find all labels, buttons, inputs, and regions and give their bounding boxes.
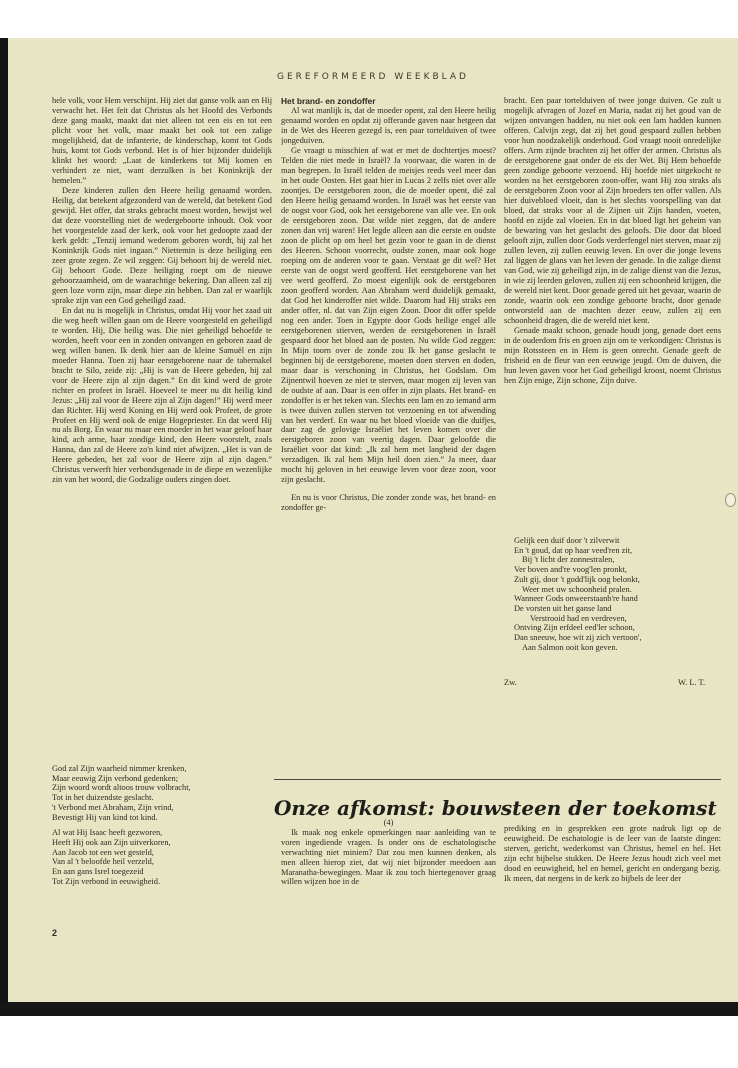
poem-line: Zijn woord wordt altoos trouw volbracht, [52, 783, 191, 793]
poem-line: God zal Zijn waarheid nimmer krenken, [52, 764, 187, 773]
poem-line: 't Verbond met Abraham, Zijn vrind, [52, 802, 174, 812]
poem-line: Bevestigt Hij van kind tot kind. [52, 812, 158, 822]
paragraph: Ge vraagt u misschien af wat er met de dochtertjes moest? Telden die niet mede in Israël? Ja voorwaar, die waren in de man begrepen. In Israël telden de meisjes reeds veel meer dan in het oude Oosten. Het gaat hier in Lucas 2 zelfs niet over alle zoontjes. De eerstgeboren zoon, die de moeder opent, dié zal den Heere heilig genaamd worden. In Israël was het eerste van de oogst voor God, ook het eerstgeborene van alle vee. En ook de eerstgeboren zoon. Dat wilde niet zeggen, dat de andere zonen dan vrij waren! Het legde alleen aan die eerste en oudste zoon de plicht op om heel het gezin voor te gaan in de dienst des Heeren. Schoon voorrecht, oudste zonen, maar ook hoge roeping om de anderen voor te gaan. Verstaat ge dit wel? Het eerste van de oogst werd geofferd. Het eerstgeborene van het vee werd geofferd. Zo moest eigenlijk ook de eerstgeboren zoon geofferd worden. Aan Abraham werd duidelijk gemaakt, dat God het kinderoffer niet wilde. Daarom had Hij straks een ander offer, nl. dat van Zijn eigen Zoon. Door dit offer spelde nog een ander. Toen in Egypte door Gods heilige engel alle eerstgeborenen stierven, werden de eerstgeborenen in Israël gespaard door het bloed aan de posten. Nu wilde God zeggen: In Mijn toorn over de zonde zou Ik het ganse geslacht te beginnen bij de eerstgeborene, moeten doen sterven en doden, maar daar is verschoning in Christus, het Godslam. Om Zijnentwil hoeven ze niet te sterven, maar mogen zij leven van de oudste af aan. Daar is een offer in zijn plaats. Het brand- en zondoffer is er het teken van. Slechts een lam en zo iemand arm is twee duiven zullen sterven tot verzoening en tot afwending van het verderf. En waar nu het bloed vloeide van die duifjes, daar zag de gelovige Israëliet het leven komen over die eerstgeboren zoon van veertig dagen. Daar geloofde die Israëliet voor dat kind: „Ik zal hem met langheid der dagen verzadigen. Ik zal hem Mijn heil doen zien.” Ja meer, daar mocht hij geloven in het eeuwige leven voor deze zoon, voor zijn geslacht. [281, 145, 496, 485]
paragraph: hele volk, voor Hem verschijnt. Hij ziet dat ganse volk aan en Hij verwacht het. Het feit dat Christus als het Hoofd des Verbonds deze gang maakt, maakt dat niet alleen tot een eis en tot een plicht voor het volk, maar maakt het ook tot een zalige mogelijkheid, dat de infanterie, de kinderschap, komt tot Gods huis, komt tot Gods verbond. Het is of hier bijzonder duidelijk klinkt het woord: „Laat de kinderkens tot Mij komen en verhindert ze niet, want derzulken is het Koninkrijk der hemelen.” [52, 96, 272, 185]
poem-line: Verstrooid had en verdreven, [530, 613, 627, 623]
signature: W. L. T. [678, 678, 706, 687]
paragraph: En nu is voor Christus, Die zonder zonde was, het brand- en zondoffer ge- [281, 493, 496, 513]
scan-edge-left [0, 38, 8, 1028]
page-header: GEREFORMEERD WEEKBLAD [277, 72, 469, 82]
paragraph: Deze kinderen zullen den Heere heilig genaamd worden. Heilig, dat betekent afgezonderd van de wereld, dat betekent God gewijd. Het offer, dat straks gebracht moest worden, bewijst wel dat deze voorstelling niet de wedergeboorte inhoudt. Ook voor het voorgestelde zaad der kerk, ook voor het gedoopte zaad der kerk geldt: „Tenzij iemand wederom geboren wordt, hij zal het Koninkrijk Gods niet ingaan.” Niettemin is deze heiliging een zeer grote zegen. Ze wil zeggen: Gij behoort bij de wereld niet. Gij behoort Gode. Deze heiliging roept om de nieuwe gehoorzaamheid, om de waarachtige bekering. Dan alleen zal zij geen loze vorm zijn, maar diepe zin hebben. Dan zal er waarlijk sprake zijn van een God geheiligd zaad. [52, 185, 272, 305]
poem-line: De vorsten uit het ganse land [514, 603, 612, 613]
poem-line: Tot in het duizendste geslacht. [52, 793, 154, 803]
poem-line: Wanneer Gods onweerstaanb're hand [514, 594, 638, 604]
poem-line: Zult gij, door 't godd'lijk oog belonkt, [514, 574, 640, 584]
poem-line: Tot Zijn verbond in eeuwigheid. [52, 876, 161, 886]
poem-line: Gelijk een duif door 't zilverwit [514, 536, 620, 545]
paragraph: Genade maakt schoon, genade houdt jong, genade doet eens in de ouderdom fris en groen zijn om te verkondigen: Christus is mijn Rotssteen en in Hem is geen onrecht. Genade geeft de frisheid en de fleur van een eeuwige jeugd. Om de duiven, die hun leven gaven voor het God geheiligd kroost, noemt Christus hen Zijn enige, Zijn schone, Zijn duive. [504, 325, 721, 385]
scan-edge-bottom [0, 1002, 738, 1016]
poem-line: Heeft Hij ook aan Zijn uitverkoren, [52, 837, 171, 847]
bottom-margin [0, 1016, 738, 1068]
poem-line: Ver boven and're voog'len pronkt, [514, 565, 628, 575]
newspaper-page [8, 38, 738, 1002]
poem-line: Maar eeuwig Zijn verbond gedenken; [52, 773, 179, 783]
punch-hole [725, 493, 736, 507]
poem-line: Ontving Zijn erfdeel eed'ler schoon, [514, 623, 635, 633]
poem-2 [514, 536, 641, 652]
section-divider [274, 779, 721, 780]
paragraph: En dat nu is mogelijk in Christus, omdat Hij voor het zaad uit die weg heeft willen gaan om de Heere voorgesteld en geheiligd te worden. Hij, Die heilig was. Die niet geheiligd behoefde te worden, heeft voor een in zonden ontvangen en geboren zaad de weg willen banen. Ik denk hier aan de kleine Samuël en zijn moeder Hanna. Toen zij haar eerstgeborene naar de tabernakel bracht te Silo, zeide zij: „Hij is van de Heere gebeden, hij zal voor de Heere zijn al zijn dagen.” En dit kind werd de grote richter en profeet in Israël. Hoeveel te meer nu dit heilig kind Jezus: „Hij zal voor de Heere zijn al Zijn dagen!” Hij werd meer dan Richter. Hij werd Koning en Hij werd ook Profeet, de grote Profeet en Hij werd ook de enige Hogepriester. En dat werd Hij nu als Borg. En waar nu maar een moeder in het waar geloof haar kind, ach arme, haar zondige kind, den Heere voorstelt, zoals Hanna, dan zal de Heere zo'n kind niet afwijzen. „Het is van de Heere gebeden, het zal voor de Heere zijn al zijn dagen.” Christus verwerft hier verbondsgenade in de diepe en wezenlijke zin van het woord, die Godzalige ouders zingen doet. [52, 305, 272, 485]
poem-line: Bij 't licht der zonnestralen, [522, 555, 615, 565]
paragraph: Al wat manlijk is, dat de moeder opent, zal den Heere heilig genaamd worden en opdat zij offerande gaven naar hetgeen dat in de Wet des Heeren gezegd is, een paar tortelduiven of twee jongeduiven. [281, 105, 496, 145]
poem-line: Weer met uw schoonheid pralen. [522, 584, 632, 594]
article-column-right [504, 824, 721, 883]
column-3 [504, 96, 721, 516]
page-number: 2 [52, 928, 58, 938]
poem-line: Al wat Hij Isaac heeft gezworen, [52, 828, 163, 838]
poem-line: Dan sneeuw, hoe wit zij zich vertoon', [514, 633, 642, 643]
poem-1 [52, 764, 191, 886]
top-margin [0, 0, 738, 38]
paragraph: prediking en in gesprekken een grote nadruk ligt op de eeuwigheid. De eschatologie is de leer van de laatste dingen: sterven, gericht, wederkomst van Christus, hemel en hel. Het zijn echt bijbelse stukken. De Heere Jezus houdt zich veel met dood en eeuwigheid, hel en hemel, gericht en ondergang bezig. Ik meen, dat nergens in de kerk zo bijbels de leer der [504, 824, 721, 883]
poem-line: En 't goud, dat op haar veed'ren zit, [514, 545, 633, 555]
poem-line: Van al 't beloofde heil verzeld, [52, 857, 154, 867]
column-2 [281, 96, 496, 726]
article-title: Onze afkomst: bouwsteen der toekomst [274, 796, 717, 820]
subheading: Het brand- en zondoffer [281, 96, 376, 106]
paragraph: bracht. Een paar tortelduiven of twee jonge duiven. Ge zult u mogelijk afvragen of Jozef en Maria, nadat zij het goud van de wijzen ontvangen hadden, nu niet ook een lam hadden kunnen offeren. Calvijn zegt, dat zij het goud gespaard zullen hebben voor hun noodzakelijk onderhoud. God vraagt nooit onredelijke offers. Arm zijnde brachten zij het offer der armen. Christus als de eerstgeborene gaat onder de eis der Wet. Bij Hem behoefde geen zondige geboorte verzoend. Hij hoefde niet uitgekocht te worden na het eerstgeboren zoon-offer, want Hij zou straks als de eerstgeboren Zoon voor al Zijn broeders ten offer vallen. Als hier duivebloed vloeit, dan is het slechts voorspelling van dat bloed, dat straks voor al de Zijnen uit Zijn handen, voeten, hoofd en zijde zal vloeien. En in dat bloed ligt het geheim van de bewaring van het geslacht des geloofs. Die door dat bloed gelooft zijn, zullen door Gods verderfengel niet sterven, maar zij zullen leven, zij zullen eeuwig leven. En over die jonge levens zal liggen de glans van het leven der genade. In die zalige dienst van God, wie zij geheiligd zijn, in de zalige dienst van die Jezus, in wie zij leerden geloven, zullen zij een schoonheid krijgen, die de wereld niet kent. Door genade gered uit het gevaar, waarin de zonde, waarin ook een zondige geboorte bracht, door genade ontworsteld aan de machten dezer eeuw, zullen zij een schoonheid dragen, die de wereld niet kent. [504, 96, 721, 325]
column-1 [52, 96, 272, 556]
article-column-left [281, 818, 496, 887]
article-number: (4) [383, 818, 394, 827]
left-mark: Zw. [504, 678, 517, 687]
poem-line: Aan Salmon ooit kon geven. [522, 642, 618, 652]
paragraph: Ik maak nog enkele opmerkingen naar aanleiding van te voren ingediende vragen. Is onder ons de eschatologische verwachting niet miniem? Dat zou men kunnen denken, als men alleen hierop ziet, dat wij niet bijzonder meedoen aan Maranatha-bewegingen. Maar ik zou toch hiertegenover graag willen wijzen hoe in de [281, 827, 496, 887]
poem-line: En aan gans Isrel toegezeid [52, 867, 144, 877]
poem-line: Aan Jacob tot een wet gesteld, [52, 847, 154, 857]
